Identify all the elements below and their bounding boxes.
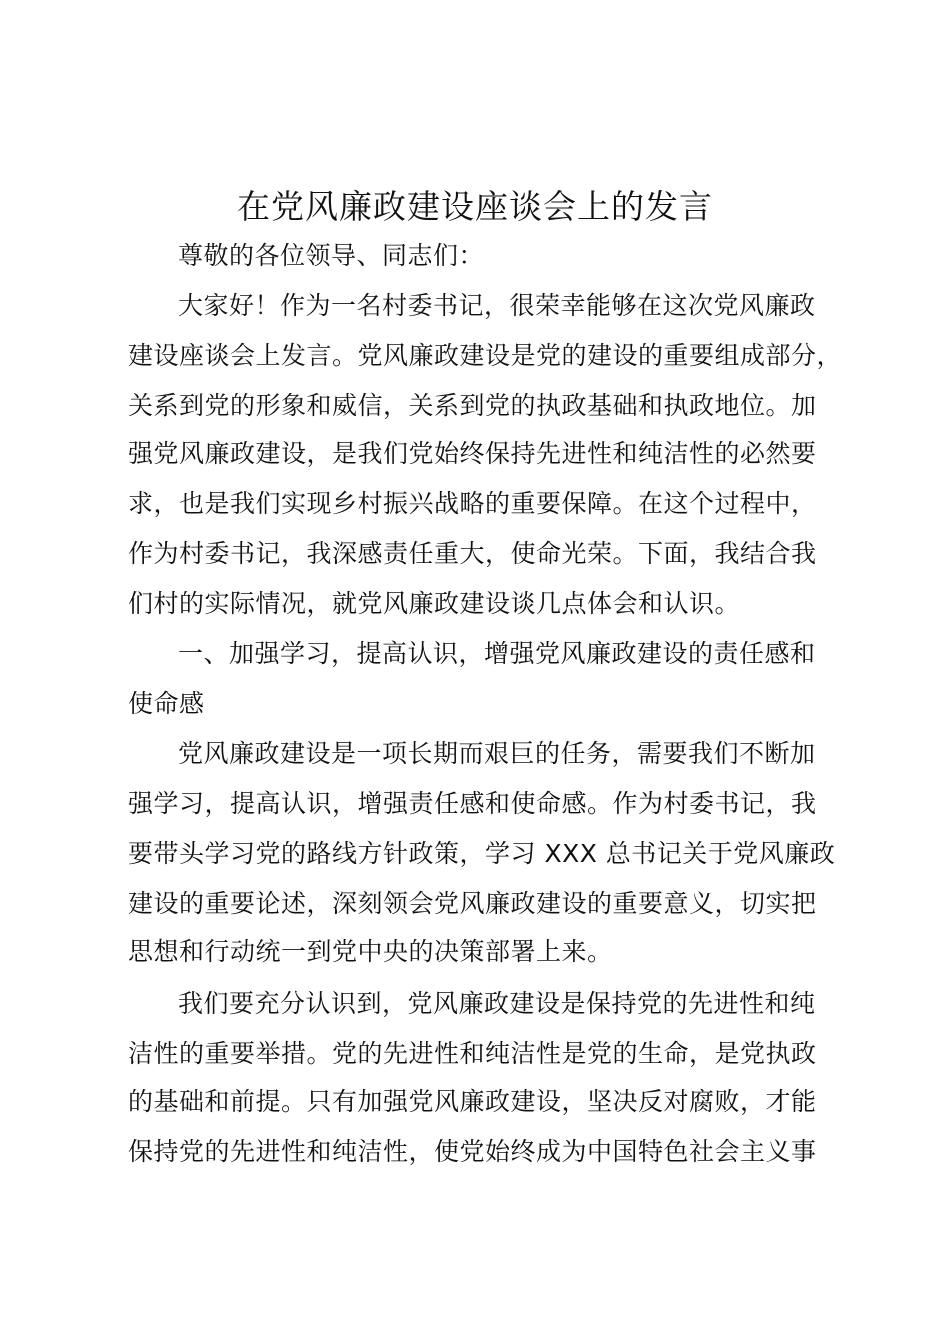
paragraph-line: 党风廉政建设是一项长期而艰巨的任务，需要我们不断加 xyxy=(178,739,816,768)
heading-line: 使命感 xyxy=(128,689,205,718)
paragraph-line: 要带头学习党的路线方针政策，学习 XXX 总书记关于党风廉政 xyxy=(128,839,836,868)
paragraph-line: 作为村委书记，我深感责任重大，使命光荣。下面，我结合我 xyxy=(128,539,817,568)
paragraph-line: 强学习，提高认识，增强责任感和使命感。作为村委书记，我 xyxy=(128,789,817,818)
salutation: 尊敬的各位领导、同志们： xyxy=(178,241,485,270)
paragraph-line: 洁性的重要举措。党的先进性和纯洁性是党的生命，是党执政 xyxy=(128,1039,817,1068)
paragraph-line: 的基础和前提。只有加强党风廉政建设，坚决反对腐败，才能 xyxy=(128,1087,817,1116)
document-title: 在党风廉政建设座谈会上的发言 xyxy=(237,187,713,226)
paragraph-line: 关系到党的形象和威信，关系到党的执政基础和执政地位。加 xyxy=(128,391,817,420)
paragraph-line: 求，也是我们实现乡村振兴战略的重要保障。在这个过程中， xyxy=(128,489,817,518)
paragraph-line: 思想和行动统一到党中央的决策部署上来。 xyxy=(128,937,613,966)
paragraph-line: 建设的重要论述，深刻领会党风廉政建设的重要意义，切实把 xyxy=(128,889,817,918)
paragraph-line: 大家好！作为一名村委书记，很荣幸能够在这次党风廉政 xyxy=(178,291,816,320)
paragraph-line: 强党风廉政建设，是我们党始终保持先进性和纯洁性的必然要 xyxy=(128,439,817,468)
paragraph-line: 建设座谈会上发言。党风廉政建设是党的建设的重要组成部分， xyxy=(128,341,843,370)
paragraph-line: 们村的实际情况，就党风廉政建设谈几点体会和认识。 xyxy=(128,589,741,618)
heading-line: 一、加强学习，提高认识，增强党风廉政建设的责任感和 xyxy=(178,639,816,668)
paragraph-line: 保持党的先进性和纯洁性，使党始终成为中国特色社会主义事 xyxy=(128,1137,817,1166)
paragraph-line: 我们要充分认识到，党风廉政建设是保持党的先进性和纯 xyxy=(178,989,816,1018)
